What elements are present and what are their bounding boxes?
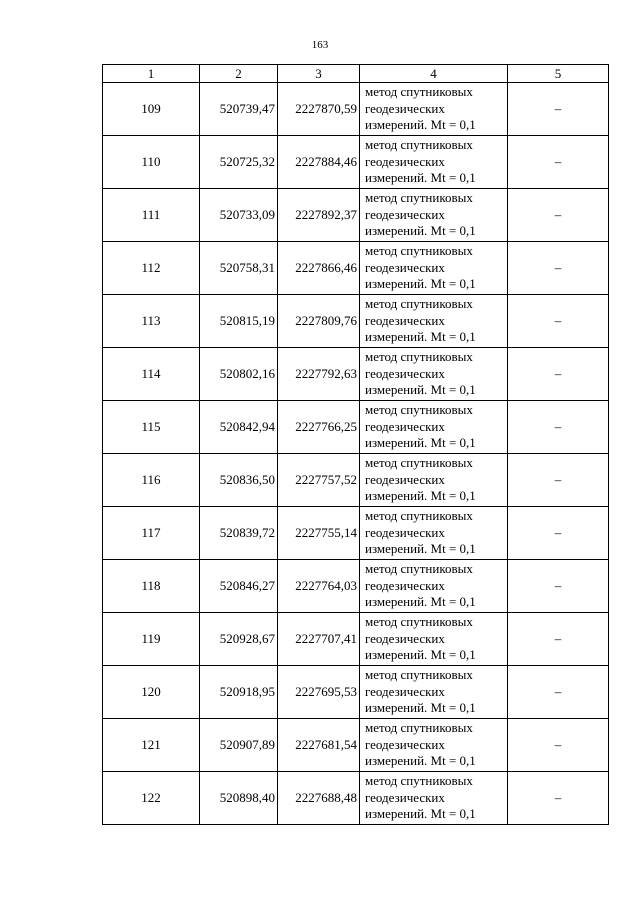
coordinate-x: 520918,95 bbox=[200, 666, 278, 719]
method-description bbox=[360, 613, 508, 666]
point-number: 116 bbox=[103, 454, 200, 507]
coordinate-x: 520739,47 bbox=[200, 83, 278, 136]
note-dash: – bbox=[508, 719, 609, 772]
method-line: геодезических bbox=[365, 312, 445, 328]
table-row bbox=[103, 719, 609, 772]
method-line: геодезических bbox=[365, 259, 445, 275]
table-row bbox=[103, 83, 609, 136]
coordinate-x: 520725,32 bbox=[200, 136, 278, 189]
coordinate-y: 2227707,41 bbox=[278, 613, 360, 666]
method-line: измерений. Mt = 0,1 bbox=[365, 594, 476, 610]
point-number: 115 bbox=[103, 401, 200, 454]
method-description bbox=[360, 189, 508, 242]
point-number: 113 bbox=[103, 295, 200, 348]
table-row bbox=[103, 560, 609, 613]
point-number: 110 bbox=[103, 136, 200, 189]
coordinate-y: 2227792,63 bbox=[278, 348, 360, 401]
method-line: измерений. Mt = 0,1 bbox=[365, 647, 476, 663]
coordinate-x: 520842,94 bbox=[200, 401, 278, 454]
method-line: метод спутниковых bbox=[365, 561, 473, 577]
coordinate-x: 520758,31 bbox=[200, 242, 278, 295]
method-description bbox=[360, 136, 508, 189]
coordinate-x: 520839,72 bbox=[200, 507, 278, 560]
note-dash: – bbox=[508, 83, 609, 136]
point-number: 119 bbox=[103, 613, 200, 666]
table-row bbox=[103, 242, 609, 295]
method-description bbox=[360, 83, 508, 136]
method-line: геодезических bbox=[365, 153, 445, 169]
method-line: геодезических bbox=[365, 206, 445, 222]
method-line: измерений. Mt = 0,1 bbox=[365, 170, 476, 186]
table-row bbox=[103, 454, 609, 507]
coordinate-x: 520802,16 bbox=[200, 348, 278, 401]
page-number: 163 bbox=[311, 39, 329, 51]
coordinate-y: 2227681,54 bbox=[278, 719, 360, 772]
method-line: метод спутниковых bbox=[365, 84, 473, 100]
method-line: геодезических bbox=[365, 471, 445, 487]
method-line: метод спутниковых bbox=[365, 455, 473, 471]
coordinate-x: 520907,89 bbox=[200, 719, 278, 772]
method-line: метод спутниковых bbox=[365, 508, 473, 524]
header-col-5: 5 bbox=[508, 65, 609, 83]
table-row bbox=[103, 295, 609, 348]
coordinate-y: 2227766,25 bbox=[278, 401, 360, 454]
method-line: геодезических bbox=[365, 365, 445, 381]
point-number: 117 bbox=[103, 507, 200, 560]
coordinate-y: 2227866,46 bbox=[278, 242, 360, 295]
method-description bbox=[360, 348, 508, 401]
method-line: метод спутниковых bbox=[365, 190, 473, 206]
header-col-1: 1 bbox=[103, 65, 200, 83]
coordinate-x: 520846,27 bbox=[200, 560, 278, 613]
table-row bbox=[103, 136, 609, 189]
coordinate-x: 520928,67 bbox=[200, 613, 278, 666]
coordinate-y: 2227755,14 bbox=[278, 507, 360, 560]
coordinate-y: 2227764,03 bbox=[278, 560, 360, 613]
coordinates-table bbox=[102, 64, 609, 825]
method-line: измерений. Mt = 0,1 bbox=[365, 435, 476, 451]
table-body bbox=[103, 83, 609, 825]
method-line: геодезических bbox=[365, 577, 445, 593]
header-col-3: 3 bbox=[278, 65, 360, 83]
point-number: 121 bbox=[103, 719, 200, 772]
coordinate-y: 2227695,53 bbox=[278, 666, 360, 719]
coordinate-y: 2227884,46 bbox=[278, 136, 360, 189]
table-row bbox=[103, 613, 609, 666]
coordinate-y: 2227809,76 bbox=[278, 295, 360, 348]
method-line: метод спутниковых bbox=[365, 296, 473, 312]
note-dash: – bbox=[508, 401, 609, 454]
method-description bbox=[360, 719, 508, 772]
point-number: 112 bbox=[103, 242, 200, 295]
header-row bbox=[103, 65, 609, 83]
method-line: геодезических bbox=[365, 524, 445, 540]
note-dash: – bbox=[508, 295, 609, 348]
table-header bbox=[103, 65, 609, 83]
method-description bbox=[360, 507, 508, 560]
note-dash: – bbox=[508, 189, 609, 242]
method-line: метод спутниковых bbox=[365, 402, 473, 418]
method-line: измерений. Mt = 0,1 bbox=[365, 117, 476, 133]
coordinate-x: 520836,50 bbox=[200, 454, 278, 507]
note-dash: – bbox=[508, 348, 609, 401]
method-description bbox=[360, 401, 508, 454]
method-line: геодезических bbox=[365, 100, 445, 116]
method-line: метод спутниковых bbox=[365, 243, 473, 259]
coordinate-y: 2227688,48 bbox=[278, 772, 360, 825]
note-dash: – bbox=[508, 613, 609, 666]
table-row bbox=[103, 666, 609, 719]
method-line: метод спутниковых bbox=[365, 137, 473, 153]
method-description bbox=[360, 454, 508, 507]
point-number: 111 bbox=[103, 189, 200, 242]
point-number: 118 bbox=[103, 560, 200, 613]
method-description bbox=[360, 242, 508, 295]
method-line: метод спутниковых bbox=[365, 667, 473, 683]
method-line: метод спутниковых bbox=[365, 349, 473, 365]
method-line: измерений. Mt = 0,1 bbox=[365, 329, 476, 345]
table-row bbox=[103, 401, 609, 454]
header-col-2: 2 bbox=[200, 65, 278, 83]
note-dash: – bbox=[508, 454, 609, 507]
point-number: 114 bbox=[103, 348, 200, 401]
method-line: измерений. Mt = 0,1 bbox=[365, 223, 476, 239]
method-line: измерений. Mt = 0,1 bbox=[365, 753, 476, 769]
method-line: измерений. Mt = 0,1 bbox=[365, 488, 476, 504]
note-dash: – bbox=[508, 136, 609, 189]
table-row bbox=[103, 772, 609, 825]
note-dash: – bbox=[508, 242, 609, 295]
method-line: измерений. Mt = 0,1 bbox=[365, 700, 476, 716]
coordinate-x: 520733,09 bbox=[200, 189, 278, 242]
coordinate-y: 2227757,52 bbox=[278, 454, 360, 507]
coordinate-x: 520898,40 bbox=[200, 772, 278, 825]
method-line: метод спутниковых bbox=[365, 720, 473, 736]
table-row bbox=[103, 348, 609, 401]
method-line: метод спутниковых bbox=[365, 773, 473, 789]
note-dash: – bbox=[508, 560, 609, 613]
note-dash: – bbox=[508, 507, 609, 560]
method-line: геодезических bbox=[365, 789, 445, 805]
note-dash: – bbox=[508, 666, 609, 719]
point-number: 120 bbox=[103, 666, 200, 719]
note-dash: – bbox=[508, 772, 609, 825]
method-line: геодезических bbox=[365, 630, 445, 646]
method-line: геодезических bbox=[365, 736, 445, 752]
table-row bbox=[103, 189, 609, 242]
method-line: измерений. Mt = 0,1 bbox=[365, 541, 476, 557]
method-line: геодезических bbox=[365, 683, 445, 699]
table-row bbox=[103, 507, 609, 560]
method-line: измерений. Mt = 0,1 bbox=[365, 276, 476, 292]
method-description bbox=[360, 295, 508, 348]
point-number: 109 bbox=[103, 83, 200, 136]
header-col-4: 4 bbox=[360, 65, 508, 83]
method-line: геодезических bbox=[365, 418, 445, 434]
point-number: 122 bbox=[103, 772, 200, 825]
method-line: измерений. Mt = 0,1 bbox=[365, 806, 476, 822]
method-line: метод спутниковых bbox=[365, 614, 473, 630]
coordinate-x: 520815,19 bbox=[200, 295, 278, 348]
coordinate-y: 2227870,59 bbox=[278, 83, 360, 136]
method-line: измерений. Mt = 0,1 bbox=[365, 382, 476, 398]
method-description bbox=[360, 666, 508, 719]
method-description bbox=[360, 772, 508, 825]
method-description bbox=[360, 560, 508, 613]
coordinate-y: 2227892,37 bbox=[278, 189, 360, 242]
